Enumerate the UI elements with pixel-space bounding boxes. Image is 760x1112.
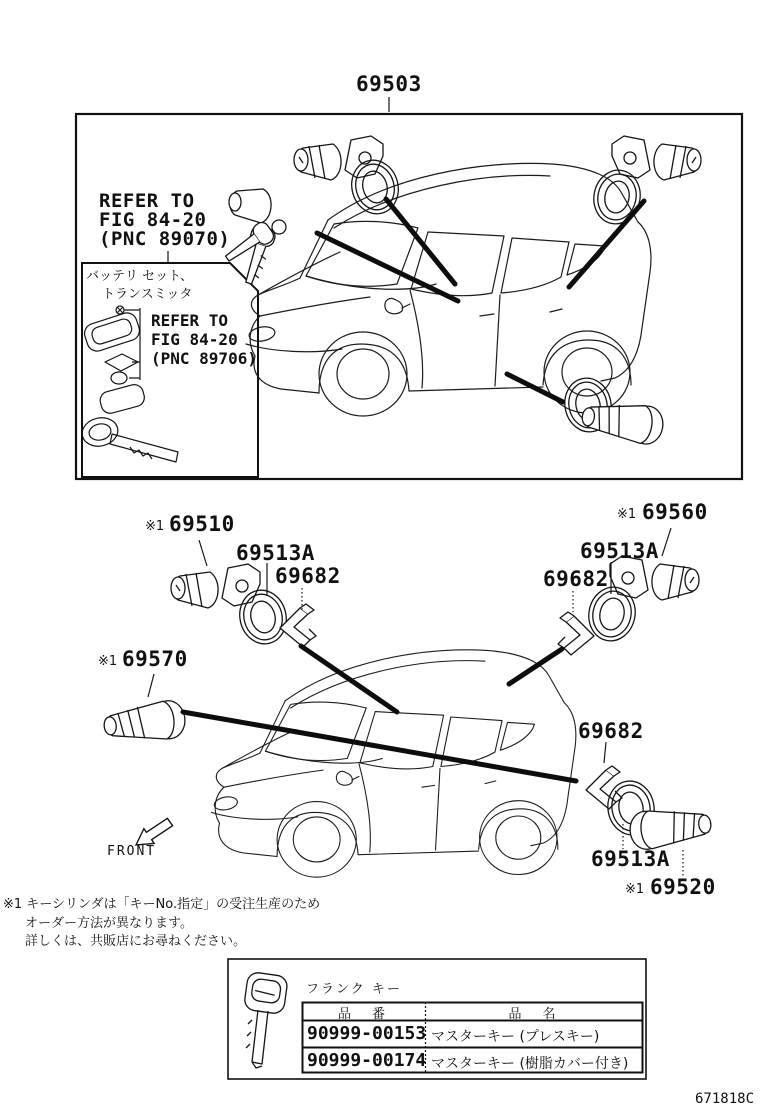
steering-lock-cylinder-icon	[102, 699, 187, 745]
door-lock-cylinder-icon	[612, 136, 701, 180]
back-door-lock-cylinder-icon	[628, 805, 713, 851]
back-door-lock-cylinder-icon	[580, 397, 666, 446]
lock-clip-icon	[586, 766, 622, 809]
callout-69682-left: 69682	[275, 564, 341, 588]
col-header-part-no: 品 番	[337, 1007, 389, 1022]
note-mark-69520: ※1	[625, 882, 645, 897]
footnote-line1: ※1 キーシリンダは「キーNo.指定」の受注生産のため	[3, 897, 321, 912]
part-no-cell-row2: 90999-00174	[307, 1050, 427, 1071]
refer-note-inset-line1: REFER TO	[151, 311, 229, 330]
refer-note-inset-line3: (PNC 89706)	[151, 349, 257, 368]
footnote-line3: 詳しくは、共販店にお尋ねください。	[25, 934, 247, 949]
callout-69520: 69520	[650, 875, 716, 899]
inset-caption-line2: トランスミッタ	[102, 287, 193, 302]
callout-69682-rear: 69682	[578, 719, 644, 743]
callout-69570: 69570	[122, 647, 188, 671]
footnote-line2: オーダー方法が異なります。	[25, 916, 193, 931]
master-key-icon	[243, 971, 288, 1068]
callout-69510: 69510	[169, 512, 235, 536]
car-outline-bottom	[211, 650, 575, 877]
part-name-cell-row2: マスターキー (樹脂カバー付き)	[431, 1056, 629, 1072]
refer-note-top-line1: REFER TO	[99, 190, 195, 212]
note-mark-69510: ※1	[145, 519, 165, 534]
door-lock-cylinder-icon	[294, 136, 383, 180]
callout-69682-right: 69682	[543, 567, 609, 591]
door-lock-cylinder-icon	[171, 564, 260, 608]
key-table-title: フランク キー	[306, 982, 402, 997]
refer-note-top-line3: (PNC 89070)	[99, 228, 231, 250]
assembly-number-label: 69503	[356, 72, 422, 96]
inset-caption-line1: バッテリ セット、	[86, 269, 193, 284]
part-name-cell-row1: マスターキー (プレスキー)	[431, 1029, 600, 1045]
callout-69513a-rear: 69513A	[591, 847, 670, 871]
callout-69513a-right: 69513A	[580, 539, 659, 563]
refer-note-inset	[151, 311, 257, 368]
note-mark-69560: ※1	[617, 507, 637, 522]
front-direction-arrow	[136, 818, 173, 845]
note-mark-69570: ※1	[98, 654, 118, 669]
front-label: FRONT	[107, 844, 157, 859]
doc-code: 671818C	[695, 1091, 755, 1107]
callout-69513a-left: 69513A	[236, 541, 315, 565]
col-header-part-name: 品 名	[508, 1007, 560, 1022]
refer-note-top	[99, 192, 230, 249]
refer-note-inset-line2: FIG 84-20	[151, 330, 238, 349]
callout-69560: 69560	[642, 500, 708, 524]
part-no-cell-row1: 90999-00153	[307, 1023, 427, 1044]
refer-note-top-line2: FIG 84-20	[99, 209, 207, 231]
